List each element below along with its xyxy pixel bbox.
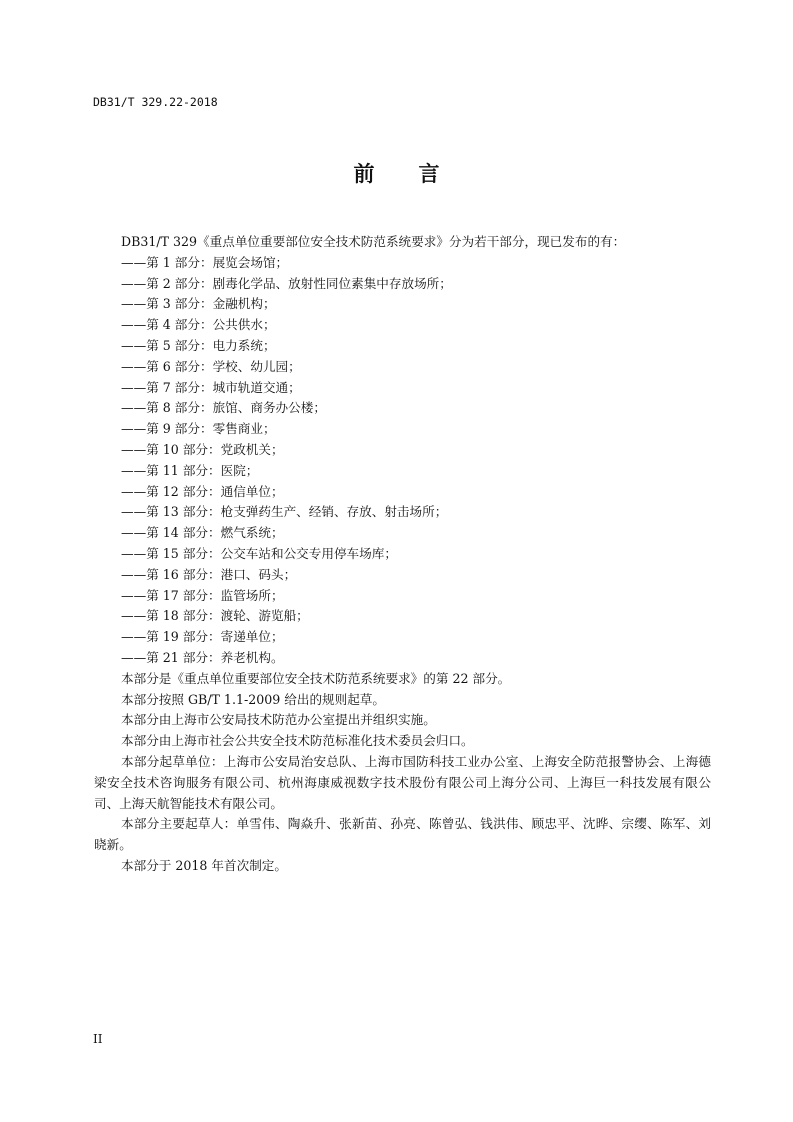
part-list-item: ——第 11 部分：医院； [121, 462, 259, 478]
part-list-item: ——第 16 部分：港口、码头； [121, 566, 297, 582]
part-list-item: ——第 5 部分：电力系统； [121, 337, 276, 353]
paragraph-drafting-units: 本部分起草单位：上海市公安局治安总队、上海市国防科技工业办公室、上海安全防范报警协会、上海德梁安全技术咨询服务有限公司、杭州海康威视数字技术股份有限公司上海分公司、上海巨一科技发展有限公司、上海天航智能技术有限公司。 [94, 753, 711, 811]
part-list-item: ——第 19 部分：寄递单位； [121, 629, 284, 645]
part-list-item: ——第 13 部分：枪支弹药生产、经销、存放、射击场所； [121, 504, 448, 520]
part-list-item: ——第 6 部分：学校、幼儿园； [121, 358, 301, 374]
part-list-item: ——第 4 部分：公共供水； [121, 317, 276, 333]
part-list-item: ——第 1 部分：展览会场馆； [121, 254, 289, 270]
paragraph-first-edition: 本部分于 2018 年首次制定。 [121, 857, 287, 873]
part-list-item: ——第 18 部分：渡轮、游览船； [121, 608, 309, 624]
part-list-item: ——第 9 部分：零售商业； [121, 421, 276, 437]
document-code: DB31/T 329.22-2018 [93, 95, 218, 109]
paragraph-part-number: 本部分是《重点单位重要部位安全技术防范系统要求》的第 22 部分。 [121, 670, 511, 686]
part-list-item: ——第 2 部分：剧毒化学品、放射性同位素集中存放场所； [121, 275, 452, 291]
part-list-item: ——第 15 部分：公交车站和公交专用停车场库； [121, 545, 397, 561]
intro-line: DB31/T 329《重点单位重要部位安全技术防范系统要求》分为若干部分，现已发布的有： [121, 234, 626, 249]
part-list-item: ——第 7 部分：城市轨道交通； [121, 379, 301, 395]
part-list-item: ——第 12 部分：通信单位； [121, 483, 284, 499]
foreword-body [94, 232, 711, 877]
paragraph-drafters: 本部分主要起草人：单雪伟、陶焱升、张新苗、孙亮、陈曾弘、钱洪伟、顾忠平、沈晔、宗缨、陈军、刘晓新。 [94, 816, 711, 853]
part-list-item: ——第 21 部分：养老机构。 [121, 649, 284, 665]
part-list-item: ——第 3 部分：金融机构； [121, 296, 276, 312]
paragraph-committee: 本部分由上海市社会公共安全技术防范标准化技术委员会归口。 [121, 733, 474, 749]
page-title [0, 158, 793, 188]
page-number: II [93, 1032, 103, 1046]
paragraph-drafting-rules: 本部分按照 GB/T 1.1-2009 给出的规则起草。 [121, 691, 386, 707]
paragraph-proposer: 本部分由上海市公安局技术防范办公室提出并组织实施。 [121, 712, 436, 728]
title-char-1: 前 [353, 162, 375, 186]
part-list-item: ——第 10 部分：党政机关； [121, 441, 284, 457]
part-list-item: ——第 17 部分：监管场所； [121, 587, 284, 603]
part-list-item: ——第 8 部分：旅馆、商务办公楼； [121, 400, 326, 416]
part-list-item: ——第 14 部分：燃气系统； [121, 525, 284, 541]
title-char-2: 言 [418, 162, 440, 186]
